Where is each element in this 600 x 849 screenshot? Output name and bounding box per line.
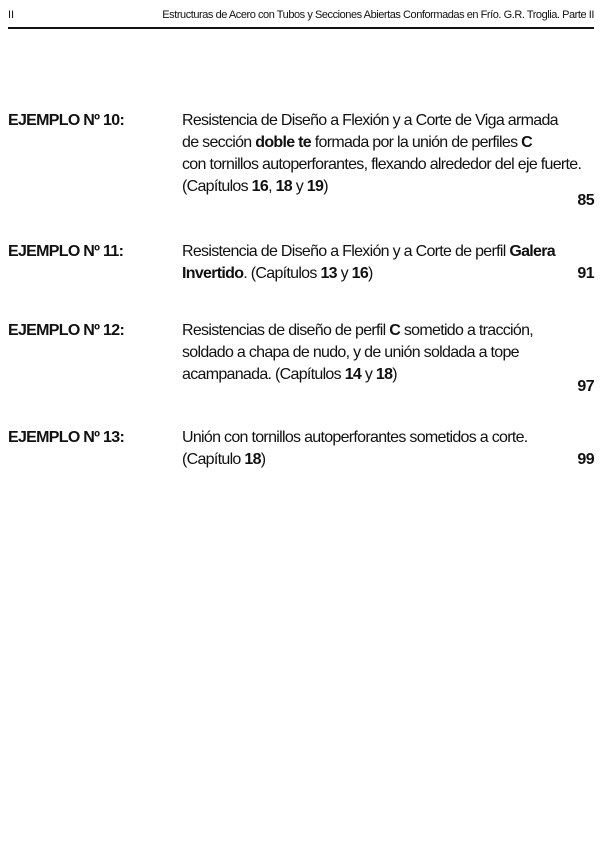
bold-text: Invertido [182,265,244,282]
running-title: Estructuras de Acero con Tubos y Secciones Abiertas Conformadas en Frío. G.R. Troglia. Parte II [162,9,594,21]
bold-text: 13 [320,265,337,282]
entry-line [182,449,562,471]
bold-text: C [521,134,532,151]
entry-page-number: 91 [577,265,594,282]
entry-label: EJEMPLO Nº 10: [8,112,125,129]
text: de sección [182,134,256,151]
bold-text: 18 [244,451,261,468]
entry-line [182,263,562,285]
entry-label: EJEMPLO Nº 13: [8,429,125,446]
entry-line [182,427,562,449]
entry-line [182,132,562,154]
text: Unión con tornillos autoperforantes sometidos a corte. [182,429,528,446]
entry-description [182,427,562,471]
page-header [8,0,594,29]
text: ) [323,178,328,195]
bold-text: 18 [375,366,393,383]
bold-text: 14 [344,366,362,383]
entry-line [182,176,562,198]
bold-text: Galera [509,243,555,260]
entry-description [182,320,562,386]
entry-page-number: 99 [577,451,594,468]
text: ) [368,265,373,282]
bold-text: C [389,322,401,339]
text: acampanada. (Capítulos [182,366,345,383]
text: Resistencia de Diseño a Flexión y a Corte de perfil [182,243,510,260]
entry-label: EJEMPLO Nº 12: [8,322,125,339]
entry-description [182,110,582,198]
bold-text: 19 [306,178,324,195]
entry-line [182,364,562,386]
text: con tornillos autoperforantes, flexando alrededor del eje fuerte. [182,156,582,173]
entry-line [182,110,562,132]
entry-page-number: 85 [577,192,594,209]
entry-line [182,320,562,342]
text: ) [392,366,397,383]
text: Resistencias de diseño de perfil [182,322,390,339]
bold-text: 18 [275,178,292,195]
text: y [361,366,376,383]
text: soldado a chapa de nudo, y de unión soldada a tope [182,344,519,361]
bold-text: 16 [351,265,369,282]
text: y [291,178,307,195]
bold-text: 16 [251,178,269,195]
entry-page-number: 97 [577,378,594,395]
text: , [268,178,276,195]
text: formada por la unión de perfiles [311,134,522,151]
entry-line [182,241,562,263]
text: y [336,265,352,282]
bold-text: doble te [255,134,311,151]
text: sometido a tracción, [400,322,534,339]
text: (Capítulos [182,178,252,195]
text: . (Capítulos [243,265,321,282]
text: ) [260,451,266,468]
text: Resistencia de Diseño a Flexión y a Corte de Viga armada [182,112,558,129]
entry-description [182,241,562,285]
page-number: II [8,9,15,21]
entry-line [182,342,562,364]
entry-line [182,154,582,176]
text: (Capítulo [182,451,245,468]
entry-label: EJEMPLO Nº 11: [8,243,124,260]
